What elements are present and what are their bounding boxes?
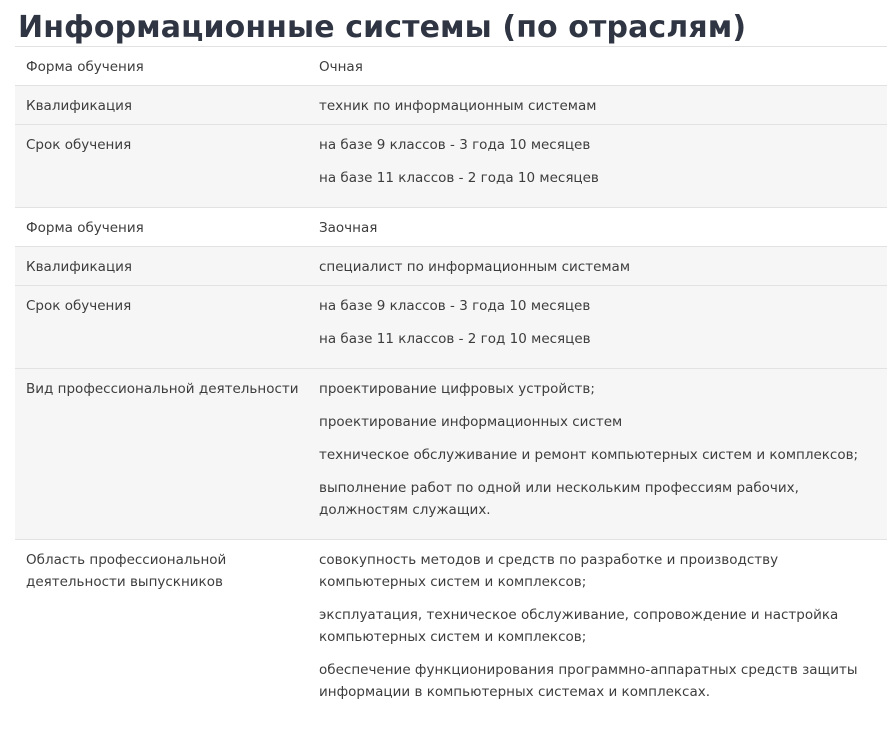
row-value xyxy=(319,378,887,539)
value-line: проектирование информационных систем xyxy=(319,414,623,430)
value-line: на базе 9 классов - 3 года 10 месяцев xyxy=(319,137,591,153)
value-line: проектирование цифровых устройств; xyxy=(319,381,595,397)
row-value xyxy=(319,256,887,285)
row-label: Квалификация xyxy=(26,259,133,275)
table-row-duration-parttime xyxy=(15,286,887,369)
value-line: выполнение работ по одной или нескольким профессиям рабочих, должностям служащих. xyxy=(319,480,799,518)
table-row-qualification-fulltime xyxy=(15,86,887,125)
row-value xyxy=(319,549,887,703)
table-row-qualification-parttime xyxy=(15,247,887,286)
table-row-study-form-fulltime xyxy=(15,47,887,86)
table-row-duration-fulltime xyxy=(15,125,887,208)
table-row-activity-type xyxy=(15,369,887,540)
row-value xyxy=(319,134,887,207)
value-line: специалист по информационным системам xyxy=(319,259,631,275)
row-value xyxy=(319,95,887,124)
row-label: Форма обучения xyxy=(26,59,144,75)
value-line: техник по информационным системам xyxy=(319,98,597,114)
value-line: на базе 9 классов - 3 года 10 месяцев xyxy=(319,298,591,314)
row-label: Область профессиональной деятельности выпускников xyxy=(26,552,227,590)
page-title: Информационные системы (по отраслям) xyxy=(18,10,747,45)
row-label: Срок обучения xyxy=(26,137,132,153)
row-value xyxy=(319,217,887,246)
table-row-study-form-parttime xyxy=(15,208,887,247)
value-line: техническое обслуживание и ремонт компьютерных систем и комплексов; xyxy=(319,447,859,463)
row-label: Срок обучения xyxy=(26,298,132,314)
value-line: обеспечение функционирования программно-аппаратных средств защиты информации в компьютерных системах и комплексах. xyxy=(319,662,858,700)
table-row-activity-area xyxy=(15,540,887,712)
value-line: Заочная xyxy=(319,220,378,236)
value-line: эксплуатация, техническое обслуживание, сопровождение и настройка компьютерных систем и комплексов; xyxy=(319,607,839,645)
value-line: Очная xyxy=(319,59,363,75)
row-label: Квалификация xyxy=(26,98,133,114)
row-value xyxy=(319,295,887,368)
program-info-table xyxy=(15,46,887,712)
row-label: Вид профессиональной деятельности xyxy=(26,381,299,397)
row-label: Форма обучения xyxy=(26,220,144,236)
value-line: на базе 11 классов - 2 года 10 месяцев xyxy=(319,170,599,186)
value-line: совокупность методов и средств по разработке и производству компьютерных систем и комплексов; xyxy=(319,552,779,590)
value-line: на базе 11 классов - 2 год 10 месяцев xyxy=(319,331,591,347)
row-value xyxy=(319,56,887,85)
